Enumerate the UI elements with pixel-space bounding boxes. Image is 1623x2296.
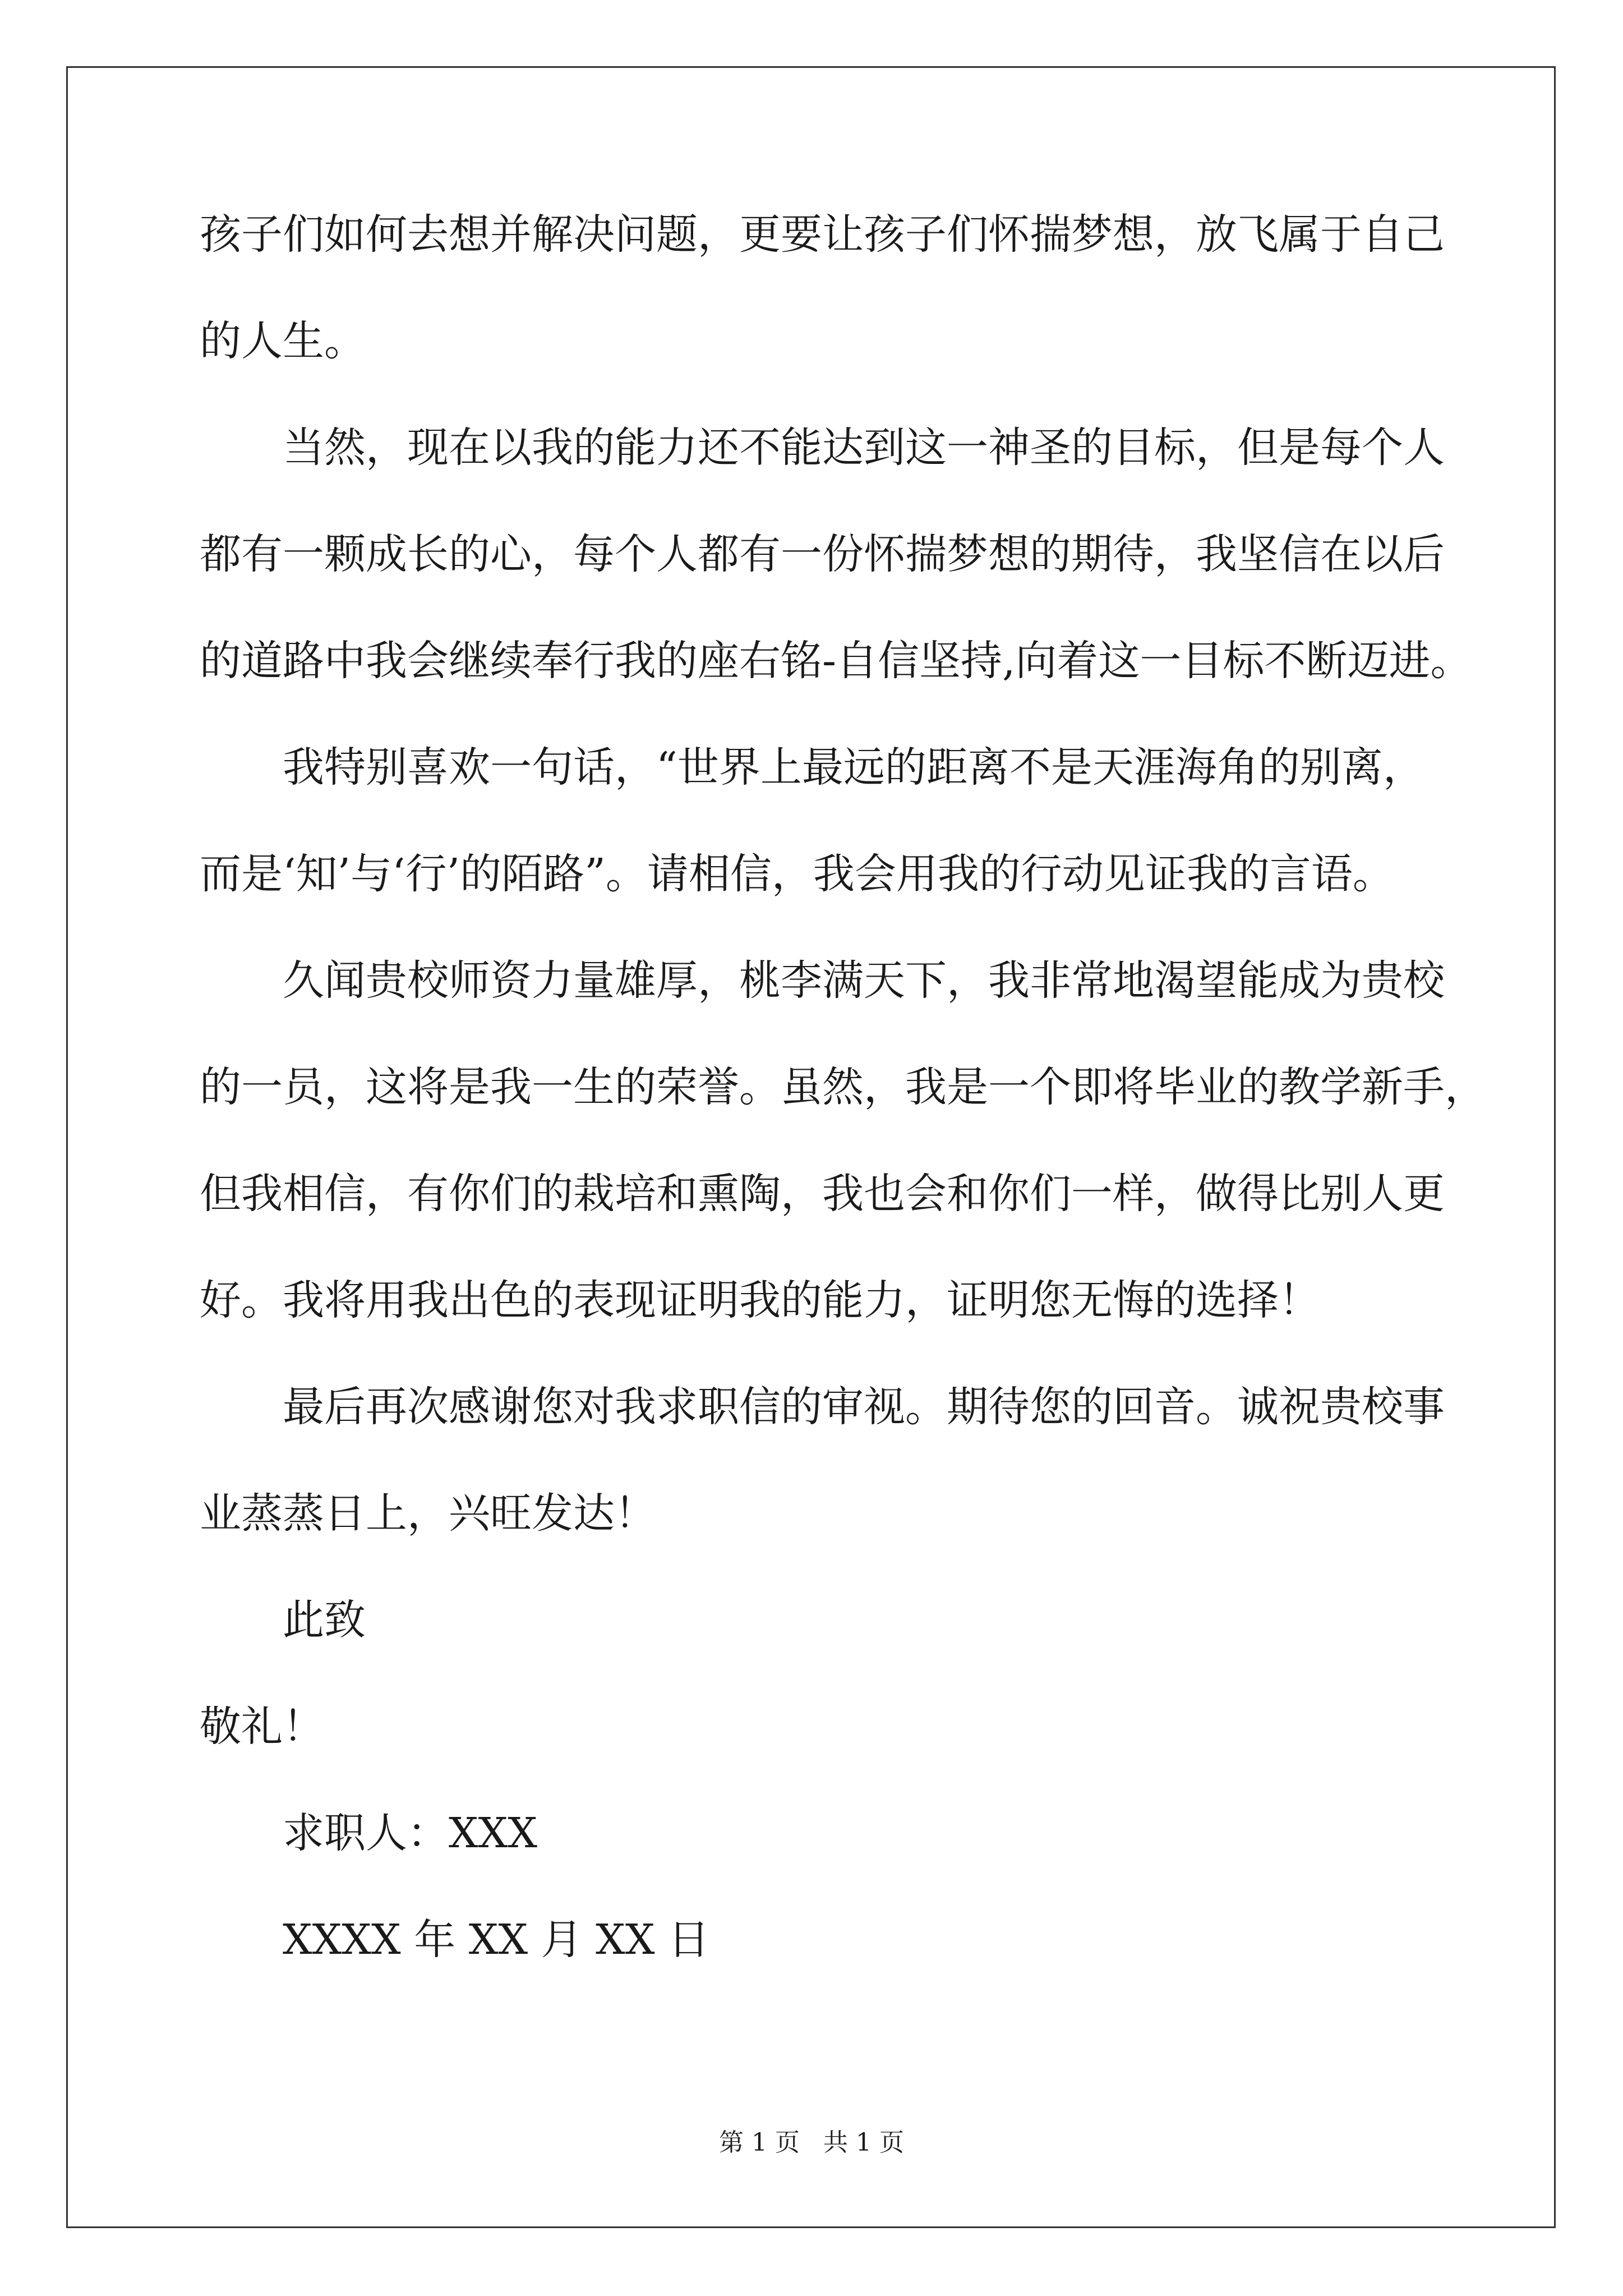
paragraph-line: 的一员，这将是我一生的荣誉。虽然，我是一个即将毕业的教学新手， bbox=[200, 1063, 1486, 1111]
paragraph-line: 孩子们如何去想并解决问题，更要让孩子们怀揣梦想，放飞属于自己 bbox=[200, 210, 1445, 259]
letter-date: XXXX 年 XX 月 XX 日 bbox=[283, 1916, 710, 1964]
paragraph-line: 当然，现在以我的能力还不能达到这一神圣的目标，但是每个人 bbox=[283, 424, 1445, 472]
paragraph-line: 的人生。 bbox=[200, 317, 366, 365]
paragraph-line: 但我相信，有你们的栽培和熏陶，我也会和你们一样，做得比别人更 bbox=[200, 1170, 1445, 1218]
closing-regards: 敬礼！ bbox=[200, 1703, 324, 1751]
applicant-signature: 求职人：XXX bbox=[283, 1809, 538, 1857]
letter-body bbox=[200, 208, 1486, 2019]
paragraph-line: 好。我将用我出色的表现证明我的能力，证明您无悔的选择！ bbox=[200, 1276, 1320, 1324]
paragraph-line: 而是‘知’与‘行’的陌路”。请相信，我会用我的行动见证我的言语。 bbox=[200, 850, 1394, 898]
paragraph-line: 的道路中我会继续奉行我的座右铭-自信坚持,向着这一目标不断迈进。 bbox=[200, 637, 1472, 685]
page-footer bbox=[0, 2126, 1623, 2160]
paragraph-line: 久闻贵校师资力量雄厚，桃李满天下，我非常地渴望能成为贵校 bbox=[283, 956, 1445, 1005]
paragraph-line: 最后再次感谢您对我求职信的审视。期待您的回音。诚祝贵校事 bbox=[283, 1383, 1445, 1431]
paragraph-line: 我特别喜欢一句话，“世界上最远的距离不是天涯海角的别离， bbox=[283, 743, 1424, 792]
paragraph-line: 都有一颗成长的心，每个人都有一份怀揣梦想的期待，我坚信在以后 bbox=[200, 530, 1445, 578]
page-total: 共 1 页 bbox=[823, 2128, 904, 2157]
closing-salutation: 此致 bbox=[283, 1596, 366, 1644]
paragraph-line: 业蒸蒸日上，兴旺发达！ bbox=[200, 1489, 656, 1538]
page-number: 第 1 页 bbox=[719, 2128, 800, 2157]
